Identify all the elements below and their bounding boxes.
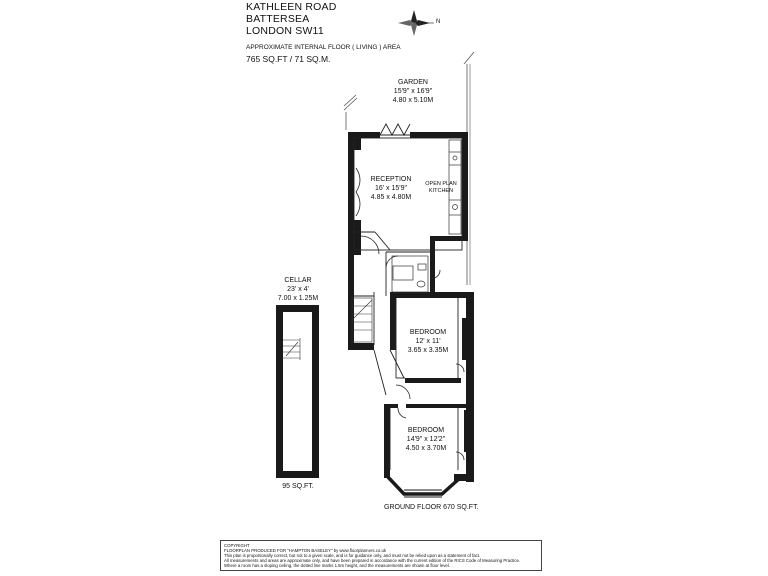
compass-north-label: N <box>436 19 441 25</box>
garden-label: GARDEN 15'9" x 16'9" 4.80 x 5.10M <box>392 79 434 104</box>
ground-floor-area: GROUND FLOOR 670 SQ.FT. <box>384 504 479 511</box>
copyright-line-2: This plan is proportionally correct, but not to a given scale, and is for guidance only, and must not be relied upon as a statement of fact. <box>224 553 481 558</box>
reception-label: RECEPTION 16' x 15'9" 4.85 x 4.80M <box>370 176 412 201</box>
copyright-line-3: All measurements and areas are approximate only, and have been prepared in accordance with the current edition of the RICS Code of Measuring Practice. <box>224 558 521 563</box>
copyright-heading: COPYRIGHT <box>224 543 250 548</box>
copyright-line-4: Where a room has a sloping ceiling, the dotted line marks 1.5m height, and the measurements are shown at floor level. <box>224 563 450 568</box>
total-area: 765 SQ.FT / 71 SQ.M. <box>246 54 331 64</box>
area-caption: APPROXIMATE INTERNAL FLOOR ( LIVING ) AREA <box>246 44 401 51</box>
address-line-3: LONDON SW11 <box>246 25 324 37</box>
copyright-box <box>220 540 542 571</box>
cellar-area: 95 SQ.FT. <box>282 483 314 490</box>
address-line-2: BATTERSEA <box>246 13 310 25</box>
bedroom-1-label: BEDROOM 12' x 11' 3.65 x 3.35M <box>407 329 449 354</box>
cellar-label: CELLAR 23' x 4' 7.00 x 1.25M <box>277 277 319 302</box>
bedroom-2-label: BEDROOM 14'9" x 12'2" 4.50 x 3.70M <box>405 427 447 452</box>
kitchen-label: OPEN PLAN KITCHEN <box>425 181 457 194</box>
address-line-1: KATHLEEN ROAD <box>246 1 337 13</box>
copyright-line-1: FLOORPLAN PRODUCED FOR "HAMPTON BASELEY" by www.floorplanners.co.uk <box>224 548 387 553</box>
